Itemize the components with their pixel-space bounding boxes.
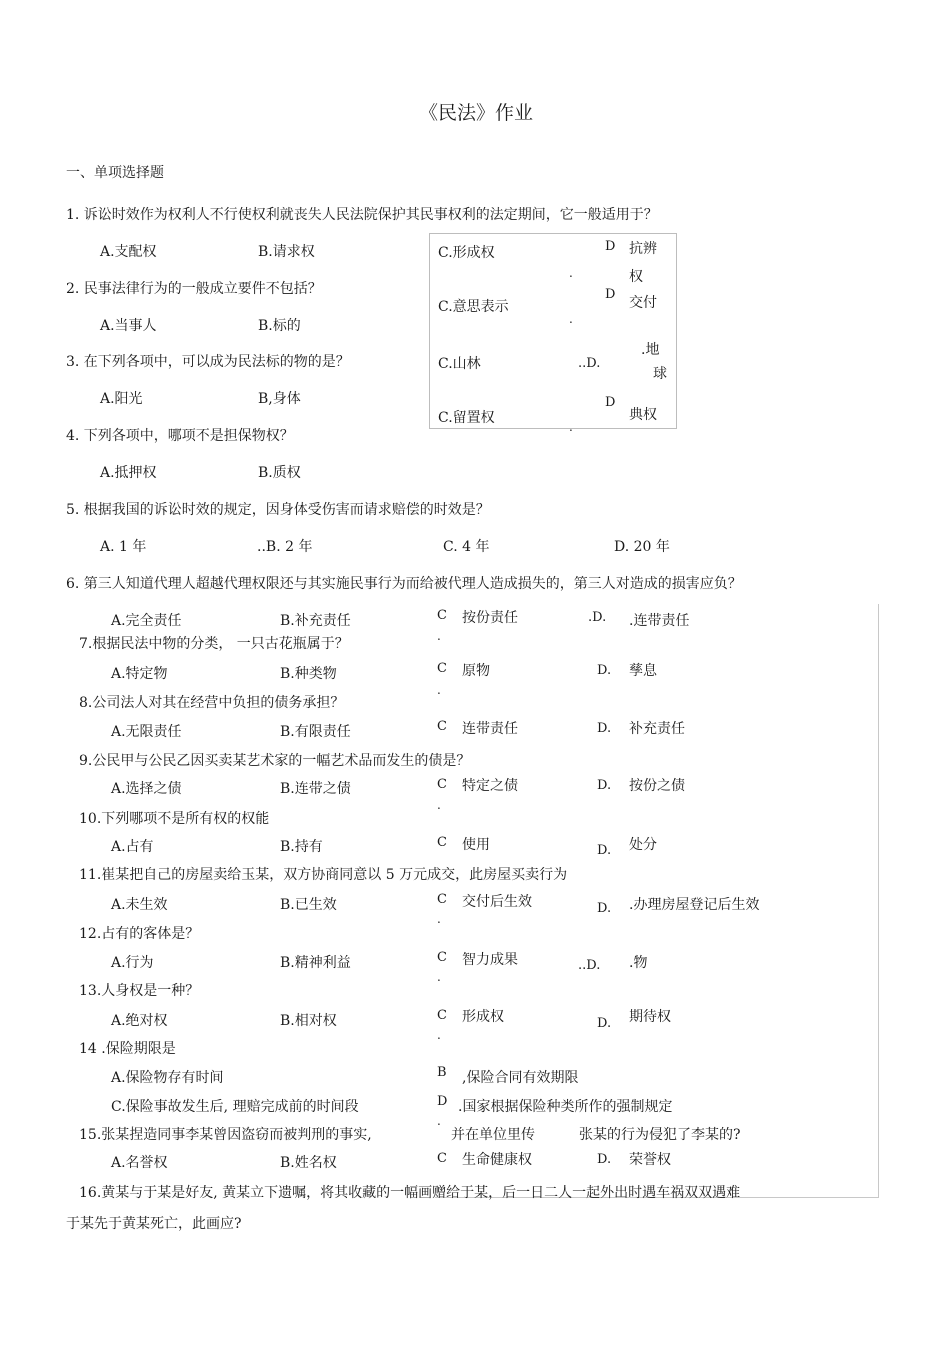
option-b: B.持有	[280, 839, 323, 855]
option-d-letter: D.	[597, 778, 612, 793]
option-c-letter: C	[437, 1151, 447, 1166]
question-stem: 5. 根据我国的诉讼时效的规定，因身体受伤害而请求赔偿的时效是？	[66, 502, 490, 518]
stray-dot: .	[569, 312, 573, 326]
option-d-letter: ..D.	[578, 958, 601, 973]
stray-dot: .	[437, 970, 441, 984]
option-c: C. 4 年	[443, 539, 490, 555]
option-d-letter: D.	[597, 1152, 612, 1167]
option-c: C.留置权	[438, 410, 495, 426]
option-d-letter: D.	[597, 663, 612, 678]
stray-dot: .	[437, 1114, 441, 1128]
option-b: B.标的	[258, 318, 301, 334]
option-a: A.名誉权	[111, 1155, 168, 1171]
option-c: 特定之债	[462, 778, 518, 794]
option-c: 按份责任	[462, 610, 518, 626]
option-c: 智力成果	[462, 952, 518, 968]
option-d-cont: 权	[629, 269, 643, 285]
option-c: 生命健康权	[462, 1152, 532, 1168]
option-d-letter: D.	[597, 901, 612, 916]
option-b: B.姓名权	[280, 1155, 337, 1171]
option-b: B.补充责任	[280, 613, 351, 629]
option-c-letter: C	[437, 892, 447, 907]
option-d: .办理房屋登记后生效	[629, 897, 760, 913]
question-stem: 7.根据民法中物的分类， 一只古花瓶属于？	[79, 636, 349, 652]
question-stem: 15.张某捏造同事李某曾因盗窃而被判刑的事实,	[79, 1127, 372, 1143]
option-a: A.绝对权	[111, 1013, 168, 1029]
question-stem: 4. 下列各项中，哪项不是担保物权？	[66, 428, 294, 444]
option-d-letter: D	[437, 1094, 448, 1109]
option-d: .国家根据保险种类所作的强制规定	[458, 1099, 673, 1115]
page-title: 《民法》作业	[419, 102, 534, 124]
option-d-letter: D.	[597, 721, 612, 736]
question-stem: 10.下列哪项不是所有权的权能	[79, 811, 270, 827]
option-a: A.占有	[111, 839, 154, 855]
option-c-letter: C	[437, 835, 447, 850]
option-d: .连带责任	[629, 613, 690, 629]
option-a: A.当事人	[100, 318, 157, 334]
options-box	[429, 233, 677, 429]
option-d: .物	[629, 955, 648, 971]
option-c: 使用	[462, 837, 490, 853]
option-d: D. 20 年	[614, 539, 670, 555]
question-stem: 9.公民甲与公民乙因买卖某艺术家的一幅艺术品而发生的债是？	[79, 753, 471, 769]
option-a: A.阳光	[100, 391, 143, 407]
option-a: A.特定物	[111, 666, 168, 682]
question-stem-cont: 张某的行为侵犯了李某的?	[579, 1127, 741, 1143]
option-b: B.相对权	[280, 1013, 337, 1029]
stray-dot: .	[437, 683, 441, 697]
option-b: B.请求权	[258, 244, 315, 260]
option-d: .地	[641, 342, 660, 358]
option-a: A.选择之债	[111, 781, 182, 797]
stray-dot: .	[437, 798, 441, 812]
option-b: B.已生效	[280, 897, 337, 913]
option-d: 按份之债	[629, 778, 685, 794]
option-d-letter: D.	[597, 843, 612, 858]
option-a: A.未生效	[111, 897, 168, 913]
option-c-letter: C	[437, 608, 447, 623]
question-stem: 3. 在下列各项中，可以成为民法标的物的是？	[66, 354, 350, 370]
option-d: 典权	[629, 407, 657, 423]
option-d-letter: .D.	[588, 610, 607, 625]
option-c: C.形成权	[438, 245, 495, 261]
option-b: B.有限责任	[280, 724, 351, 740]
option-a: A.完全责任	[111, 613, 182, 629]
option-b: B.连带之债	[280, 781, 351, 797]
question-stem: 1. 诉讼时效作为权利人不行使权利就丧失人民法院保护其民事权利的法定期间，它一般适用于？	[66, 207, 658, 223]
stray-dot: .	[437, 912, 441, 926]
option-d-letter: ..D.	[578, 356, 601, 371]
question-stem: 14 .保险期限是	[79, 1041, 176, 1057]
option-c: C.意思表示	[438, 299, 509, 315]
option-c-letter: C	[437, 719, 447, 734]
stray-dot: .	[569, 420, 573, 434]
border-right-line	[878, 604, 879, 1198]
option-b-letter: B	[437, 1065, 447, 1080]
question-stem: 12.占有的客体是？	[79, 926, 200, 942]
option-c: 形成权	[462, 1009, 504, 1025]
option-a: A.无限责任	[111, 724, 182, 740]
option-d: 处分	[629, 837, 657, 853]
option-d-cont: 球	[653, 366, 667, 382]
option-a: A.保险物存有时间	[111, 1070, 224, 1086]
option-b: B.精神利益	[280, 955, 351, 971]
option-d-letter: D	[605, 395, 616, 410]
question-stem: 11.崔某把自己的房屋卖给玉某，双方协商同意以 5 万元成交，此房屋买卖行为	[79, 867, 568, 883]
question-stem-cont: 并在单位里传	[451, 1127, 535, 1143]
option-a: A.抵押权	[100, 465, 157, 481]
option-d: 抗辨	[629, 241, 657, 257]
question-stem: 16.黄某与于某是好友, 黄某立下遗嘱，将其收藏的一幅画赠给于某，后一日二人一起外出时遇车祸双双遇难	[79, 1185, 741, 1201]
option-d-letter: D	[605, 287, 616, 302]
option-c: 连带责任	[462, 721, 518, 737]
option-c: C.山林	[438, 356, 481, 372]
option-a: A.支配权	[100, 244, 157, 260]
option-a: A.行为	[111, 955, 154, 971]
option-c-letter: C	[437, 661, 447, 676]
option-c: 原物	[462, 663, 490, 679]
option-b: B.种类物	[280, 666, 337, 682]
option-c: C.保险事故发生后, 理赔完成前的时间段	[111, 1099, 359, 1115]
option-c-letter: C	[437, 777, 447, 792]
section-heading: 一、单项选择题	[66, 165, 164, 181]
option-b: B,身体	[258, 391, 301, 407]
question-stem-cont: 于某先于黄某死亡，此画应?	[66, 1216, 242, 1232]
stray-dot: .	[437, 1028, 441, 1042]
option-d: 荣誉权	[629, 1152, 671, 1168]
question-stem: 13.人身权是一种？	[79, 983, 200, 999]
question-stem: 8.公司法人对其在经营中负担的债务承担？	[79, 695, 345, 711]
stray-dot: .	[437, 629, 441, 643]
option-d: 交付	[629, 295, 657, 311]
option-c: 交付后生效	[462, 894, 532, 910]
stray-dot: .	[569, 266, 573, 280]
option-a: A. 1 年	[100, 539, 147, 555]
option-b: ,保险合同有效期限	[462, 1070, 579, 1086]
option-d-letter: D	[605, 239, 616, 254]
question-stem: 6. 第三人知道代理人超越代理权限还与其实施民事行为而给被代理人造成损失的，第三人对造成的损害应负？	[66, 576, 742, 592]
option-c-letter: C	[437, 1008, 447, 1023]
option-d: 期待权	[629, 1009, 671, 1025]
option-d-letter: D.	[597, 1016, 612, 1031]
option-c-letter: C	[437, 950, 447, 965]
question-stem: 2. 民事法律行为的一般成立要件不包括？	[66, 281, 322, 297]
option-d: 孳息	[629, 663, 657, 679]
option-d: 补充责任	[629, 721, 685, 737]
option-b: ..B. 2 年	[257, 539, 313, 555]
option-b: B.质权	[258, 465, 301, 481]
